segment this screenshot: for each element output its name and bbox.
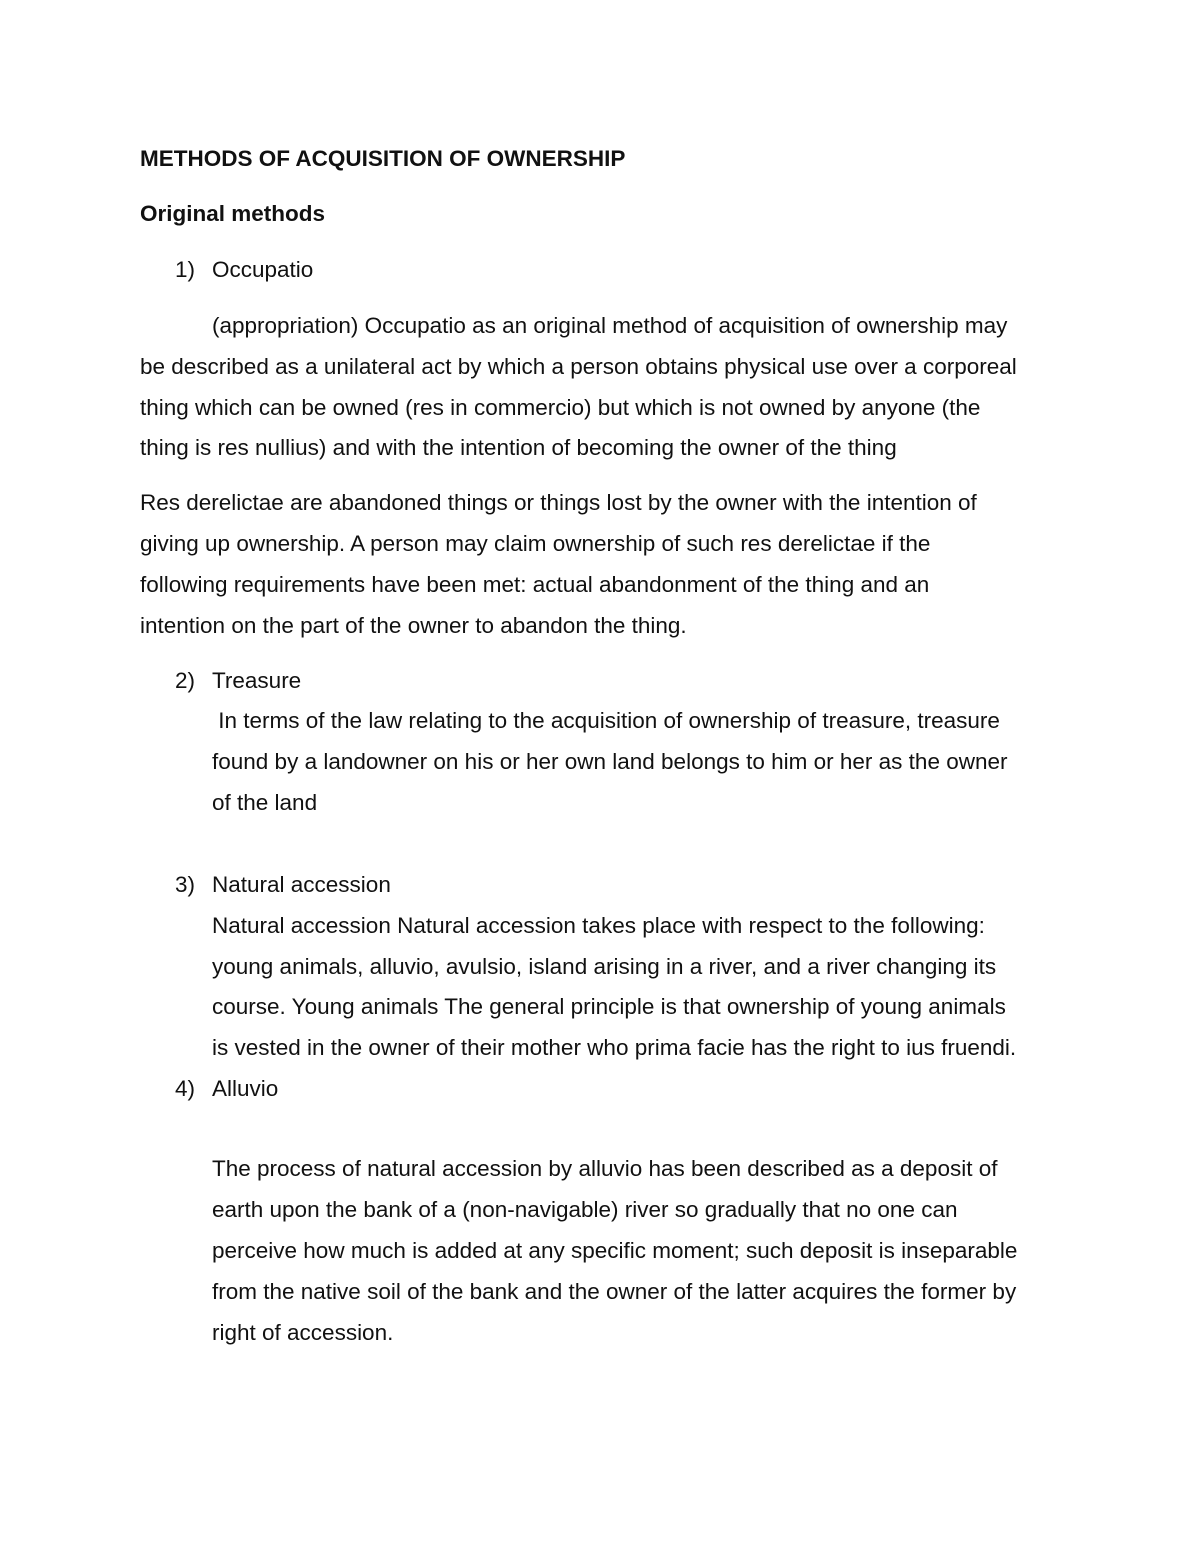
paragraph-line: (appropriation) Occupatio as an original method of acquisition of ownership may bbox=[212, 313, 1008, 338]
paragraph-line: thing is res nullius) and with the intention of becoming the owner of the thing bbox=[140, 435, 897, 460]
paragraph-line: In terms of the law relating to the acquisition of ownership of treasure, treasure bbox=[212, 708, 1000, 733]
paragraph-line: thing which can be owned (res in commercio) but which is not owned by anyone (the bbox=[140, 395, 981, 420]
paragraph-line: earth upon the bank of a (non-navigable) river so gradually that no one can bbox=[212, 1197, 958, 1222]
paragraph-line: giving up ownership. A person may claim ownership of such res derelictae if the bbox=[140, 531, 931, 556]
list-number-4: 4) bbox=[175, 1076, 196, 1101]
list-item-label-natural-accession: Natural accession bbox=[212, 872, 391, 897]
paragraph-line: following requirements have been met: actual abandonment of the thing and an bbox=[140, 572, 930, 597]
list-item-label-alluvio: Alluvio bbox=[212, 1076, 279, 1101]
section-heading: Original methods bbox=[140, 201, 326, 226]
paragraph-line: found by a landowner on his or her own land belongs to him or her as the owner bbox=[212, 749, 1008, 774]
document-title: METHODS OF ACQUISITION OF OWNERSHIP bbox=[140, 146, 626, 171]
paragraph-line: young animals, alluvio, avulsio, island arising in a river, and a river changing its bbox=[212, 954, 997, 979]
paragraph-line: be described as a unilateral act by which a person obtains physical use over a corporeal bbox=[140, 354, 1017, 379]
list-item-label-treasure: Treasure bbox=[212, 668, 302, 693]
paragraph-line: of the land bbox=[212, 790, 318, 815]
list-number-1: 1) bbox=[175, 257, 196, 282]
list-number-2: 2) bbox=[175, 668, 196, 693]
paragraph-line: intention on the part of the owner to abandon the thing. bbox=[140, 613, 687, 638]
list-item-label-occupatio: Occupatio bbox=[212, 257, 314, 282]
list-number-3: 3) bbox=[175, 872, 196, 897]
paragraph-line: The process of natural accession by alluvio has been described as a deposit of bbox=[212, 1156, 998, 1181]
paragraph-line: course. Young animals The general principle is that ownership of young animals bbox=[212, 994, 1006, 1019]
paragraph-line: perceive how much is added at any specific moment; such deposit is inseparable bbox=[212, 1238, 1018, 1263]
paragraph-line: from the native soil of the bank and the owner of the latter acquires the former by bbox=[212, 1279, 1017, 1304]
paragraph-line: Natural accession Natural accession takes place with respect to the following: bbox=[212, 913, 985, 938]
paragraph-line: Res derelictae are abandoned things or things lost by the owner with the intention of bbox=[140, 490, 977, 515]
paragraph-line: is vested in the owner of their mother who prima facie has the right to ius fruendi. bbox=[212, 1035, 1017, 1060]
paragraph-line: right of accession. bbox=[212, 1320, 394, 1345]
